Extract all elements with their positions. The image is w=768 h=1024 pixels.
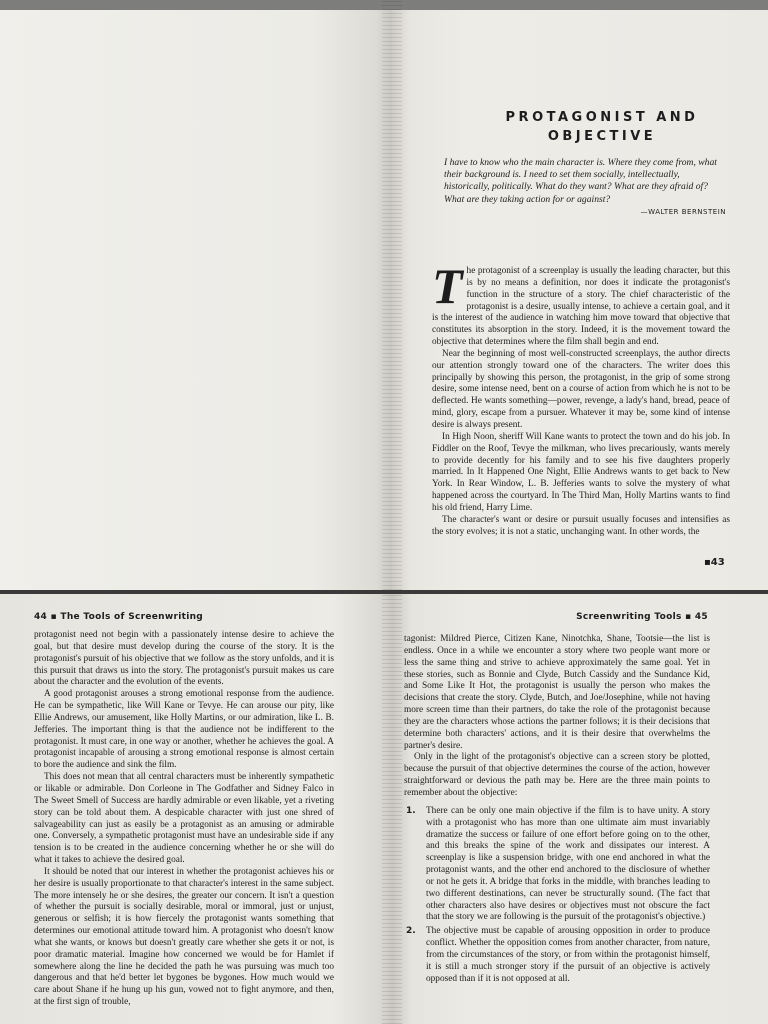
paragraph: Near the beginning of most well-constructed screenplays, the author directs our attention strongly toward one of the characters. The writer does this principally by showing this person, the protagonist, in the grip of some strong desire, some intense need, bent on a course of action from which he is not to be deflected. He wants something—power, revenge, a lady's hand, bread, peace of mind, glory, escape from a pursuer. Whatever it may be, some kind of intense desire is always present. [432, 348, 730, 430]
paragraph: A good protagonist arouses a strong emotional response from the audience. He can be sympathetic, like Will Kane or Tevye. He can arouse our pity, like Ellie Andrews, our amusement, like Holly Martins, or our admiration, like L. B. Jefferies. The important thing is that the audience not be indifferent to the protagonist. It must care, in one way or another, whether he achieves the goal. A protagonist incapable of arousing a strong emotional response is almost certain to bore the audience and sink the film. [34, 689, 334, 771]
list-item-text: The objective must be capable of arousing opposition in order to produce conflict. Whether the opposition comes from another character, from nature, from the circumstances of the story, or from within the protagonist himself, it is still a much stronger story if the pursuit of an objective is actively opposed than if it is not opposed at all. [426, 926, 710, 984]
page-45-body [404, 634, 710, 987]
scan-edge [0, 0, 392, 10]
paragraph: In High Noon, sheriff Will Kane wants to protect the town and do his job. In Fiddler on the Roof, Tevye the milkman, who lives precariously, wants merely to provide decently for his family and to see his five daughters properly married. In It Happened One Night, Ellie Andrews wants to get back to New York. In Rear Window, L. B. Jefferies wants to solve the mystery of what happened across the courtyard. In The Third Man, Holly Martins wants to find his old friend, Harry Lime. [432, 431, 730, 513]
blank-page-42 [0, 0, 392, 590]
list-item-text: There can be only one main objective if the film is to have unity. A story with a protagonist who has more than one ultimate aim must invariably dramatize the success or failure of one effort before going on to the other, and this breaks the spine of the work and dissipates our interest. A screenplay is like a suspension bridge, with one end anchored in what the protagonist wants, and the other end anchored to the disclosure of whether or not he gets it. A bridge that forks in the middle, with branches leading to two different destinations, can never be structurally sound. (The fact that other characters also have desires or objectives must not obscure the fact that the story we are following is the pursuit of the protagonist's objective.) [426, 805, 710, 923]
running-head: Screenwriting Tools ▪ 45 [576, 612, 708, 622]
gutter-shadow [392, 594, 402, 1024]
paragraph: Only in the light of the protagonist's objective can a screen story be plotted, because the pursuit of that objective determines the course of the action, however straightforward or devious the path may be. Here are the three main points to remember about the objective: [404, 752, 710, 798]
page-44-body [34, 630, 334, 1009]
gutter-shadow [392, 0, 402, 590]
chapter-title-line-2: OBJECTIVE [547, 129, 657, 144]
chapter-title-line-1: PROTAGONIST AND [505, 110, 699, 125]
epigraph [444, 157, 726, 218]
page-43-body [432, 258, 730, 538]
paragraph [432, 258, 730, 349]
gutter-shadow [382, 594, 392, 1024]
list-item [404, 926, 710, 985]
page-44 [0, 594, 392, 1024]
page-43 [392, 0, 768, 590]
bottom-spread [0, 594, 768, 1024]
paragraph: The character's want or desire or pursuit usually focuses and intensifies as the story evolves; it is not a static, unchanging want. In other words, the [432, 514, 730, 537]
page-45 [392, 594, 768, 1024]
page-number-value: 43 [710, 557, 725, 568]
paragraph: tagonist: Mildred Pierce, Citizen Kane, Ninotchka, Shane, Tootsie—the list is endless. Once in a while we encounter a story where two people want more or less the same thing and strive to achieve approximately the same goal. Yet in these stories, such as Bonnie and Clyde, Butch Cassidy and the Sundance Kid, and Some Like It Hot, the protagonist is usually the person who makes the decisions that create the story. Clyde, Butch, and Joe/Josephine, while not having more screen time than their partners, do take the role of the protagonist because they are the characters whose actions the partner follows; it is their decisions that determine both characters' actions, and it is their desire that overwhelms the partner's desire. [404, 634, 710, 751]
scan-edge [392, 0, 768, 10]
drop-cap: T [432, 258, 463, 314]
paragraph: This does not mean that all central characters must be inherently sympathetic or likable or admirable. Don Corleone in The Godfather and Sidney Falco in The Sweet Smell of Success are hardly admirable or even likable, yet a riveting story can be told about them. A despicable character with just one shred of salvageability can just as easily be a protagonist as an amusing or admirable one. Conversely, a sympathetic protagonist must have an undesirable side if any tension is to be created in the audience concerning whether he or she will do what it takes to achieve the desired goal. [34, 772, 334, 866]
objective-points-list [404, 806, 710, 986]
list-item [404, 806, 710, 924]
epigraph-quote: I have to know who the main character is. Where they come from, what their background is. I need to set them socially, intellectually, historically, politically. What do they want? What are they afraid of? What are they taking action for or against? [444, 157, 717, 205]
paragraph: protagonist need not begin with a passionately intense desire to achieve the goal, but that desire must develop during the course of the story. It is the protagonist's pursuit of his objective that we follow as the story unfolds, and it is this pursuit that draws us into the story. The protagonist's pursuit makes us care about the character and the evolution of the events. [34, 630, 334, 688]
running-head: 44 ▪ The Tools of Screenwriting [34, 612, 204, 622]
paragraph-text: he protagonist of a screenplay is usually the leading character, but this is by no means a definition, nor does it indicate the protagonist's function in the structure of a story. The chief characteristic of the protagonist is a desire, usually intense, to achieve a certain goal, and it is the interest of the audience in watching him move toward that objective that constitutes its absorption in the story. Indeed, it is the movement toward the objective that determines where the film shall begin and end. [432, 266, 730, 348]
epigraph-author: —WALTER BERNSTEIN [640, 207, 726, 216]
chapter-title [462, 108, 742, 146]
page-number: ▪43 [704, 557, 725, 568]
list-number: 1. [406, 805, 416, 816]
paragraph: It should be noted that our interest in whether the protagonist achieves his or her desire is usually proportionate to that character's interest in the same subject. The more intensely he or she desires, the greater our concern. It isn't a question of whether the pursuit is socially desirable, moral or immoral, just or unjust, generous or selfish; it is how fiercely the protagonist wants something that determines our emotional attitude toward him. A protagonist who doesn't know what she wants, or knows but doesn't greatly care whether she gets it or not, is poor dramatic material. Imagine how concerned we would be for Hamlet if somewhere along the line he decided the path he was pursuing was much too dangerous and that he'd better let bygones be bygones. How much would we care about Shane if he hung up his gun, vowed not to fight anymore, and then, at the first sign of trouble, [34, 866, 334, 1008]
list-number: 2. [406, 926, 416, 937]
gutter-shadow [382, 0, 392, 590]
